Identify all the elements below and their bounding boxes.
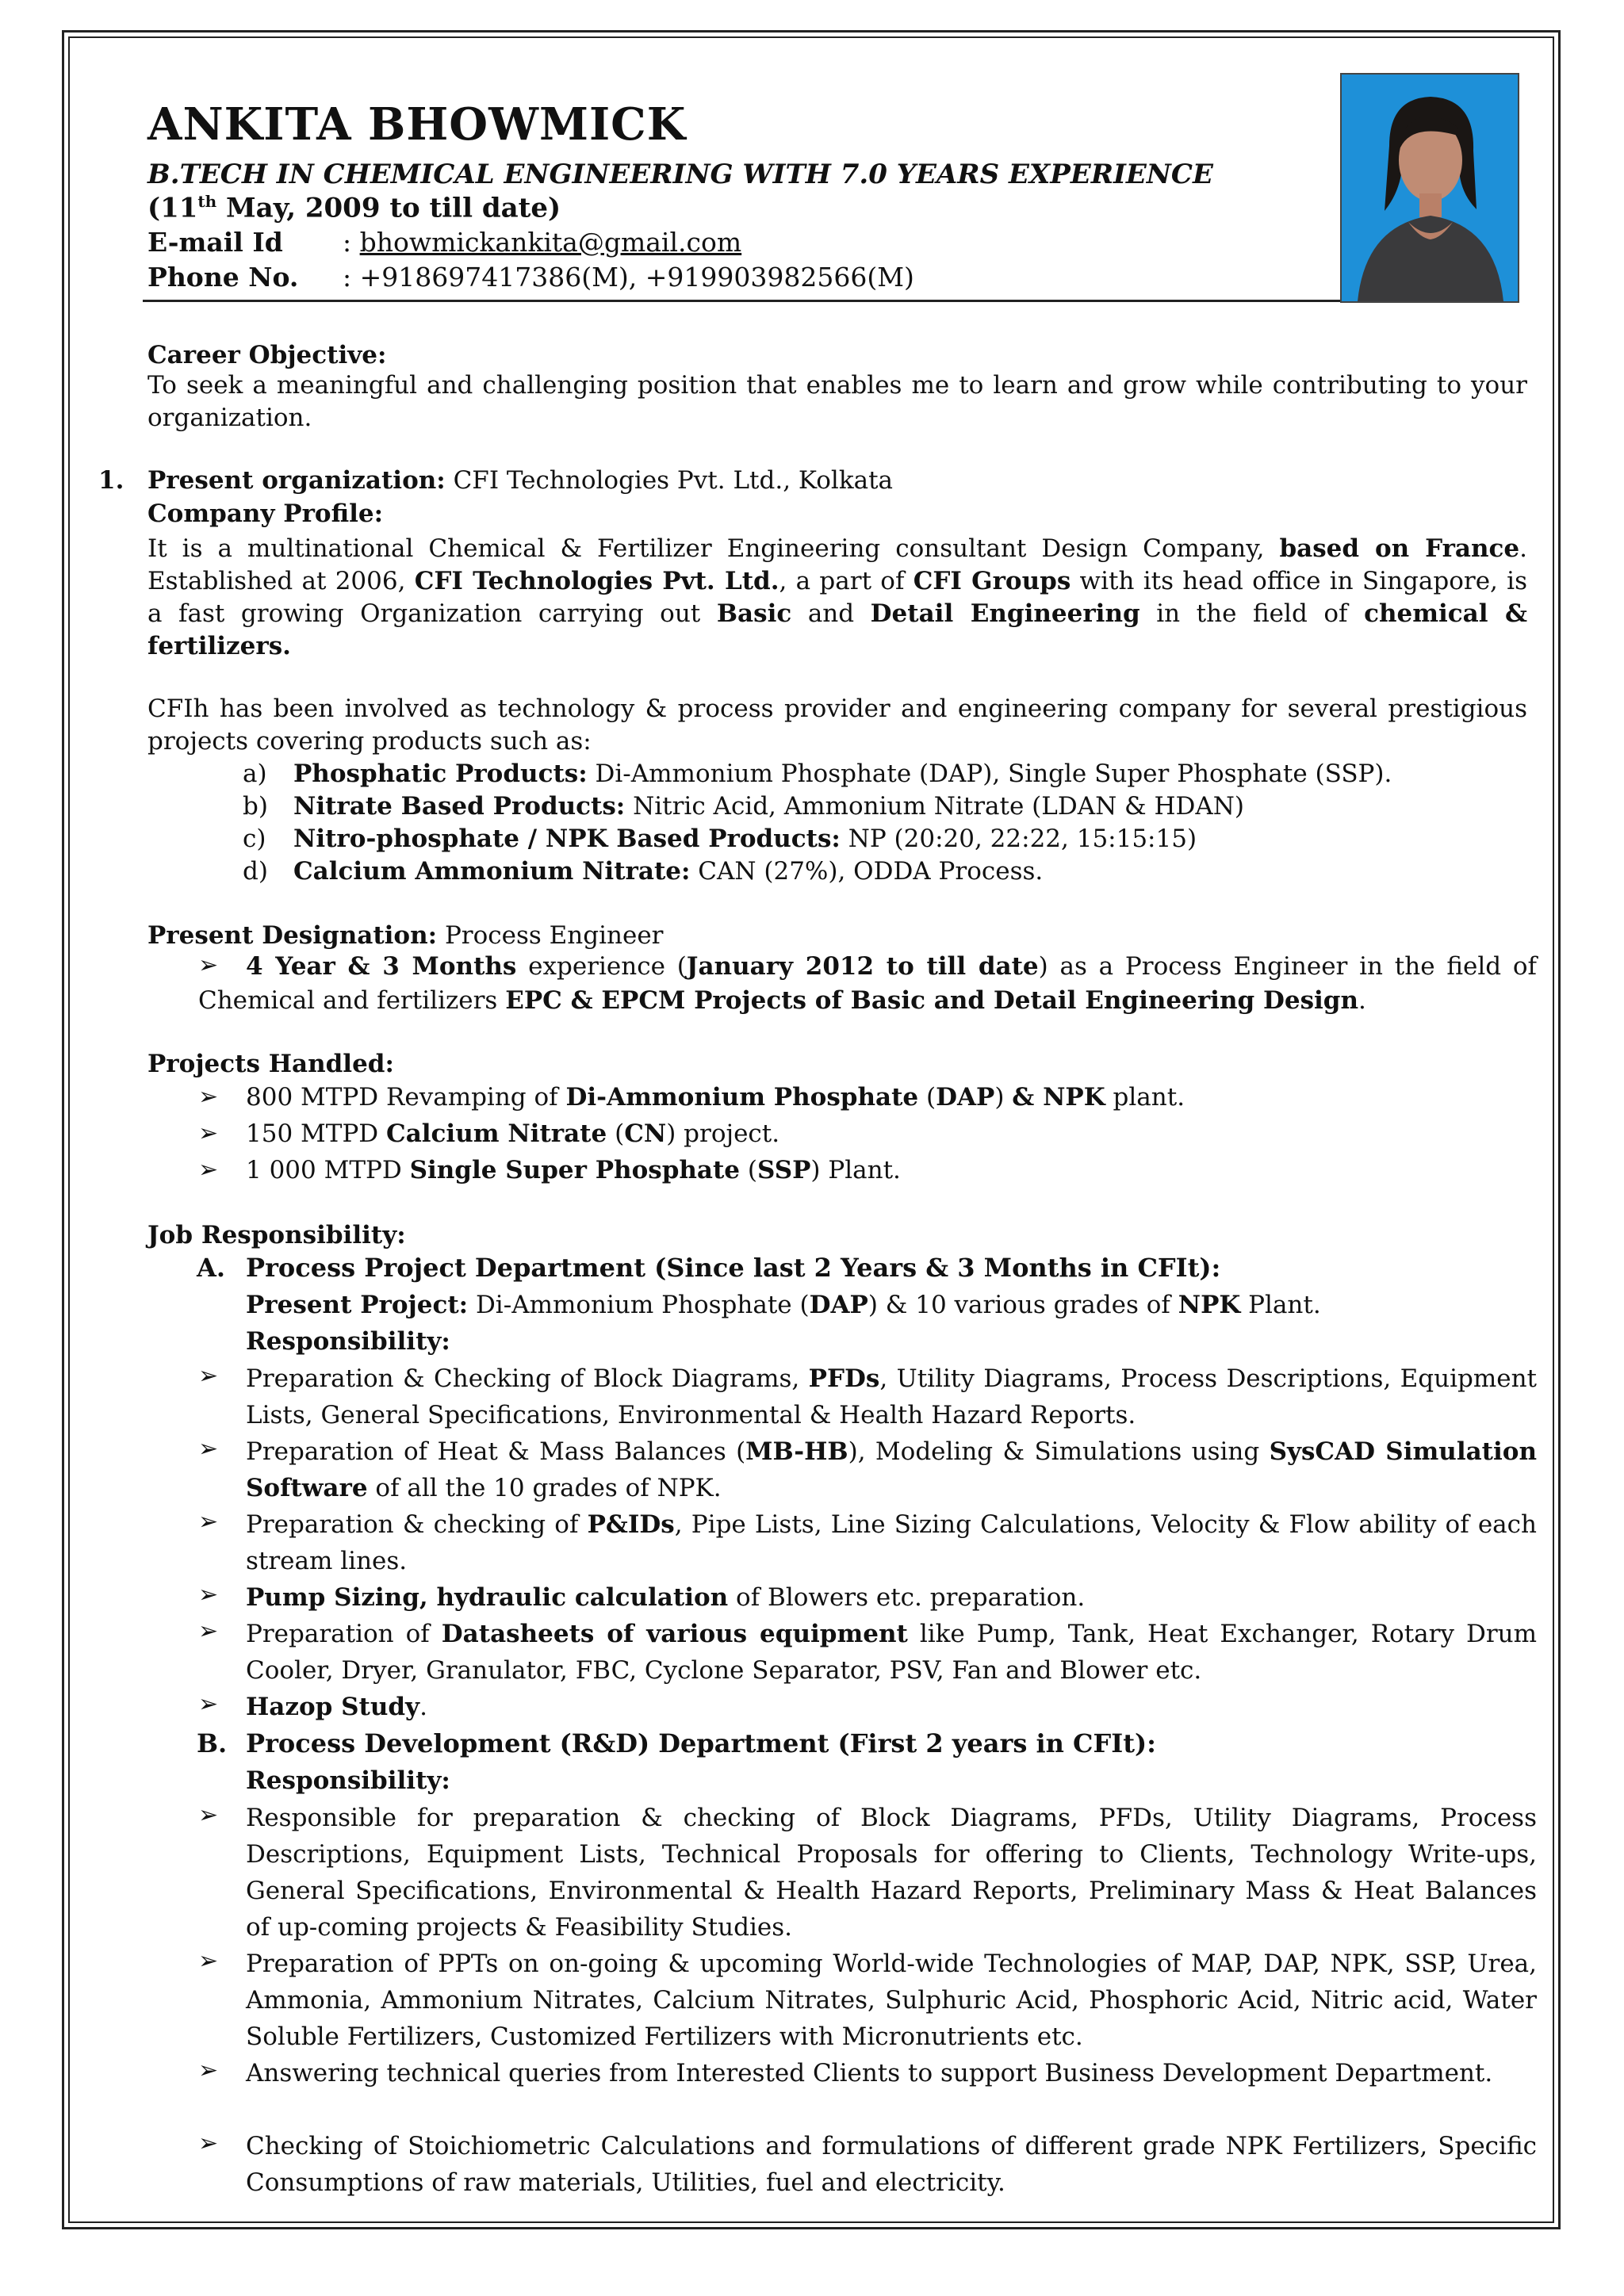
bullet-arrow-icon: ➢ [198,1801,219,1829]
product-item: Phosphatic Products: Di-Ammonium Phosphate (DAP), Single Super Phosphate (SSP). [293,760,1392,788]
company-profile-heading: Company Profile: [147,499,384,528]
org-line: Present organization: CFI Technologies Pvt. Ltd., Kolkata [147,466,894,495]
phone-label: Phone No. [147,262,299,293]
product-mark: b) [243,792,268,821]
projects-heading: Projects Handled: [147,1050,394,1078]
product-mark: c) [243,825,266,853]
email-row: E-mail Id : bhowmickankita@gmail.com [147,227,742,258]
project-item: 800 MTPD Revamping of Di-Ammonium Phosphate (DAP) & NPK plant. [246,1083,1185,1112]
candidate-subtitle: B.TECH IN CHEMICAL ENGINEERING WITH 7.0 YEARS EXPERIENCE [147,159,1213,190]
bullet-arrow-icon: ➢ [198,1119,219,1147]
section-b-title: Process Development (R&D) Department (First 2 years in CFIt): [246,1728,1156,1758]
responsibility-item: Hazop Study. [246,1693,427,1721]
responsibility-item: Preparation of PPTs on on-going & upcoming World-wide Technologies of MAP, DAP, NPK, SSP, Urea, Ammonia, Ammonium Nitrates, Calcium Nitrates, Sulphuric Acid, Phosphoric Acid, Nitric acid, Water Soluble Fertilizers, Customized Fertilizers with Micronutrients etc. [246,1950,1537,2051]
present-project: Present Project: Di-Ammonium Phosphate (DAP) & 10 various grades of NPK Plant. [246,1291,1321,1319]
product-item: Nitrate Based Products: Nitric Acid, Ammonium Nitrate (LDAN & HDAN) [293,792,1245,821]
bullet-arrow-icon: ➢ [198,1581,219,1609]
bullet-arrow-icon: ➢ [198,1690,219,1718]
responsibility-item: Preparation of Heat & Mass Balances (MB-HB), Modeling & Simulations using SysCAD Simulation Software of all the 10 grades of NPK. [246,1437,1537,1502]
bullet-arrow-icon: ➢ [198,951,219,979]
responsibility-item: Checking of Stoichiometric Calculations and formulations of different grade NPK Fertilizers, Specific Consumptions of raw materials, Utilities, fuel and electricity. [246,2132,1537,2197]
responsibility-item: Answering technical queries from Interested Clients to support Business Development Department. [246,2059,1493,2087]
product-mark: a) [243,760,267,788]
project-item: 1 000 MTPD Single Super Phosphate (SSP) Plant. [246,1156,901,1184]
email-link[interactable]: bhowmickankita@gmail.com [359,227,742,258]
bullet-arrow-icon: ➢ [198,1156,219,1184]
responsibility-item: Responsible for preparation & checking of Block Diagrams, PFDs, Utility Diagrams, Process Descriptions, Equipment Lists, Technical Proposals for offering to Clients, Technology Write-ups, General Specifications, Environmental & Health Hazard Reports, Preliminary Mass & Heat Balances of up-coming projects & Feasibility Studies. [246,1804,1537,1942]
product-mark: d) [243,857,268,886]
job-heading: Job Responsibility: [147,1221,406,1249]
email-label: E-mail Id [147,227,283,258]
org-number: 1. [98,466,124,495]
bullet-arrow-icon: ➢ [198,1947,219,1975]
company-projects-text: CFIh has been involved as technology & process provider and engineering company for several prestigious projects covering products such as: [147,695,1527,756]
responsibility-item: Preparation & checking of P&IDs, Pipe Lists, Line Sizing Calculations, Velocity & Flow ability of each stream lines. [246,1510,1537,1575]
responsibility-label-b: Responsibility: [246,1766,450,1795]
career-text: To seek a meaningful and challenging position that enables me to learn and grow while contributing to your organization. [147,371,1527,432]
section-b-mark: B. [197,1728,228,1758]
bullet-arrow-icon: ➢ [198,2057,219,2084]
responsibility-label-a: Responsibility: [246,1327,450,1356]
project-item: 150 MTPD Calcium Nitrate (CN) project. [246,1119,780,1148]
bullet-arrow-icon: ➢ [198,2130,219,2157]
bullet-arrow-icon: ➢ [198,1617,219,1645]
responsibility-item: Preparation & Checking of Block Diagrams, PFDs, Utility Diagrams, Process Descriptions, Equipment Lists, General Specifications, Environmental & Health Hazard Reports. [246,1364,1538,1429]
phone-row [147,262,914,293]
bullet-arrow-icon: ➢ [198,1362,219,1390]
designation-experience: 4 Year & 3 Months experience (January 2012 to till date) as a Process Engineer in the field of Chemical and fertilizers EPC & EPCM Projects of Basic and Detail Engineering Design. [198,952,1538,1015]
section-a-mark: A. [197,1253,225,1283]
designation-line: Present Designation: Process Engineer [147,921,664,950]
profile-photo [1340,73,1519,303]
section-a-title: Process Project Department (Since last 2 Years & 3 Months in CFIt): [246,1253,1221,1283]
company-profile-text: It is a multinational Chemical & Fertilizer Engineering consultant Design Company, based on France. Established at 2006, CFI Technologies Pvt. Ltd., a part of CFI Groups with its head office in Singapore, is a fast growing Organization carrying out Basic and Detail Engineering in the field of chemical & fertilizers. [147,534,1528,660]
header-divider [143,300,1515,302]
candidate-name: ANKITA BHOWMICK [147,98,687,151]
responsibility-item: Preparation of Datasheets of various equipment like Pump, Tank, Heat Exchanger, Rotary Drum Cooler, Dryer, Granulator, FBC, Cyclone Separator, PSV, Fan and Blower etc. [246,1620,1537,1685]
phone-value: : +918697417386(M), +919903982566(M) [343,262,914,293]
bullet-arrow-icon: ➢ [198,1508,219,1536]
career-heading: Career Objective: [147,341,387,369]
bullet-arrow-icon: ➢ [198,1083,219,1111]
product-item: Nitro-phosphate / NPK Based Products: NP (20:20, 22:22, 15:15:15) [293,825,1197,853]
bullet-arrow-icon: ➢ [198,1435,219,1463]
experience-since: (11th May, 2009 to till date) [147,192,561,224]
product-item: Calcium Ammonium Nitrate: CAN (27%), ODDA Process. [293,857,1044,886]
responsibility-item: Pump Sizing, hydraulic calculation of Blowers etc. preparation. [246,1583,1086,1612]
